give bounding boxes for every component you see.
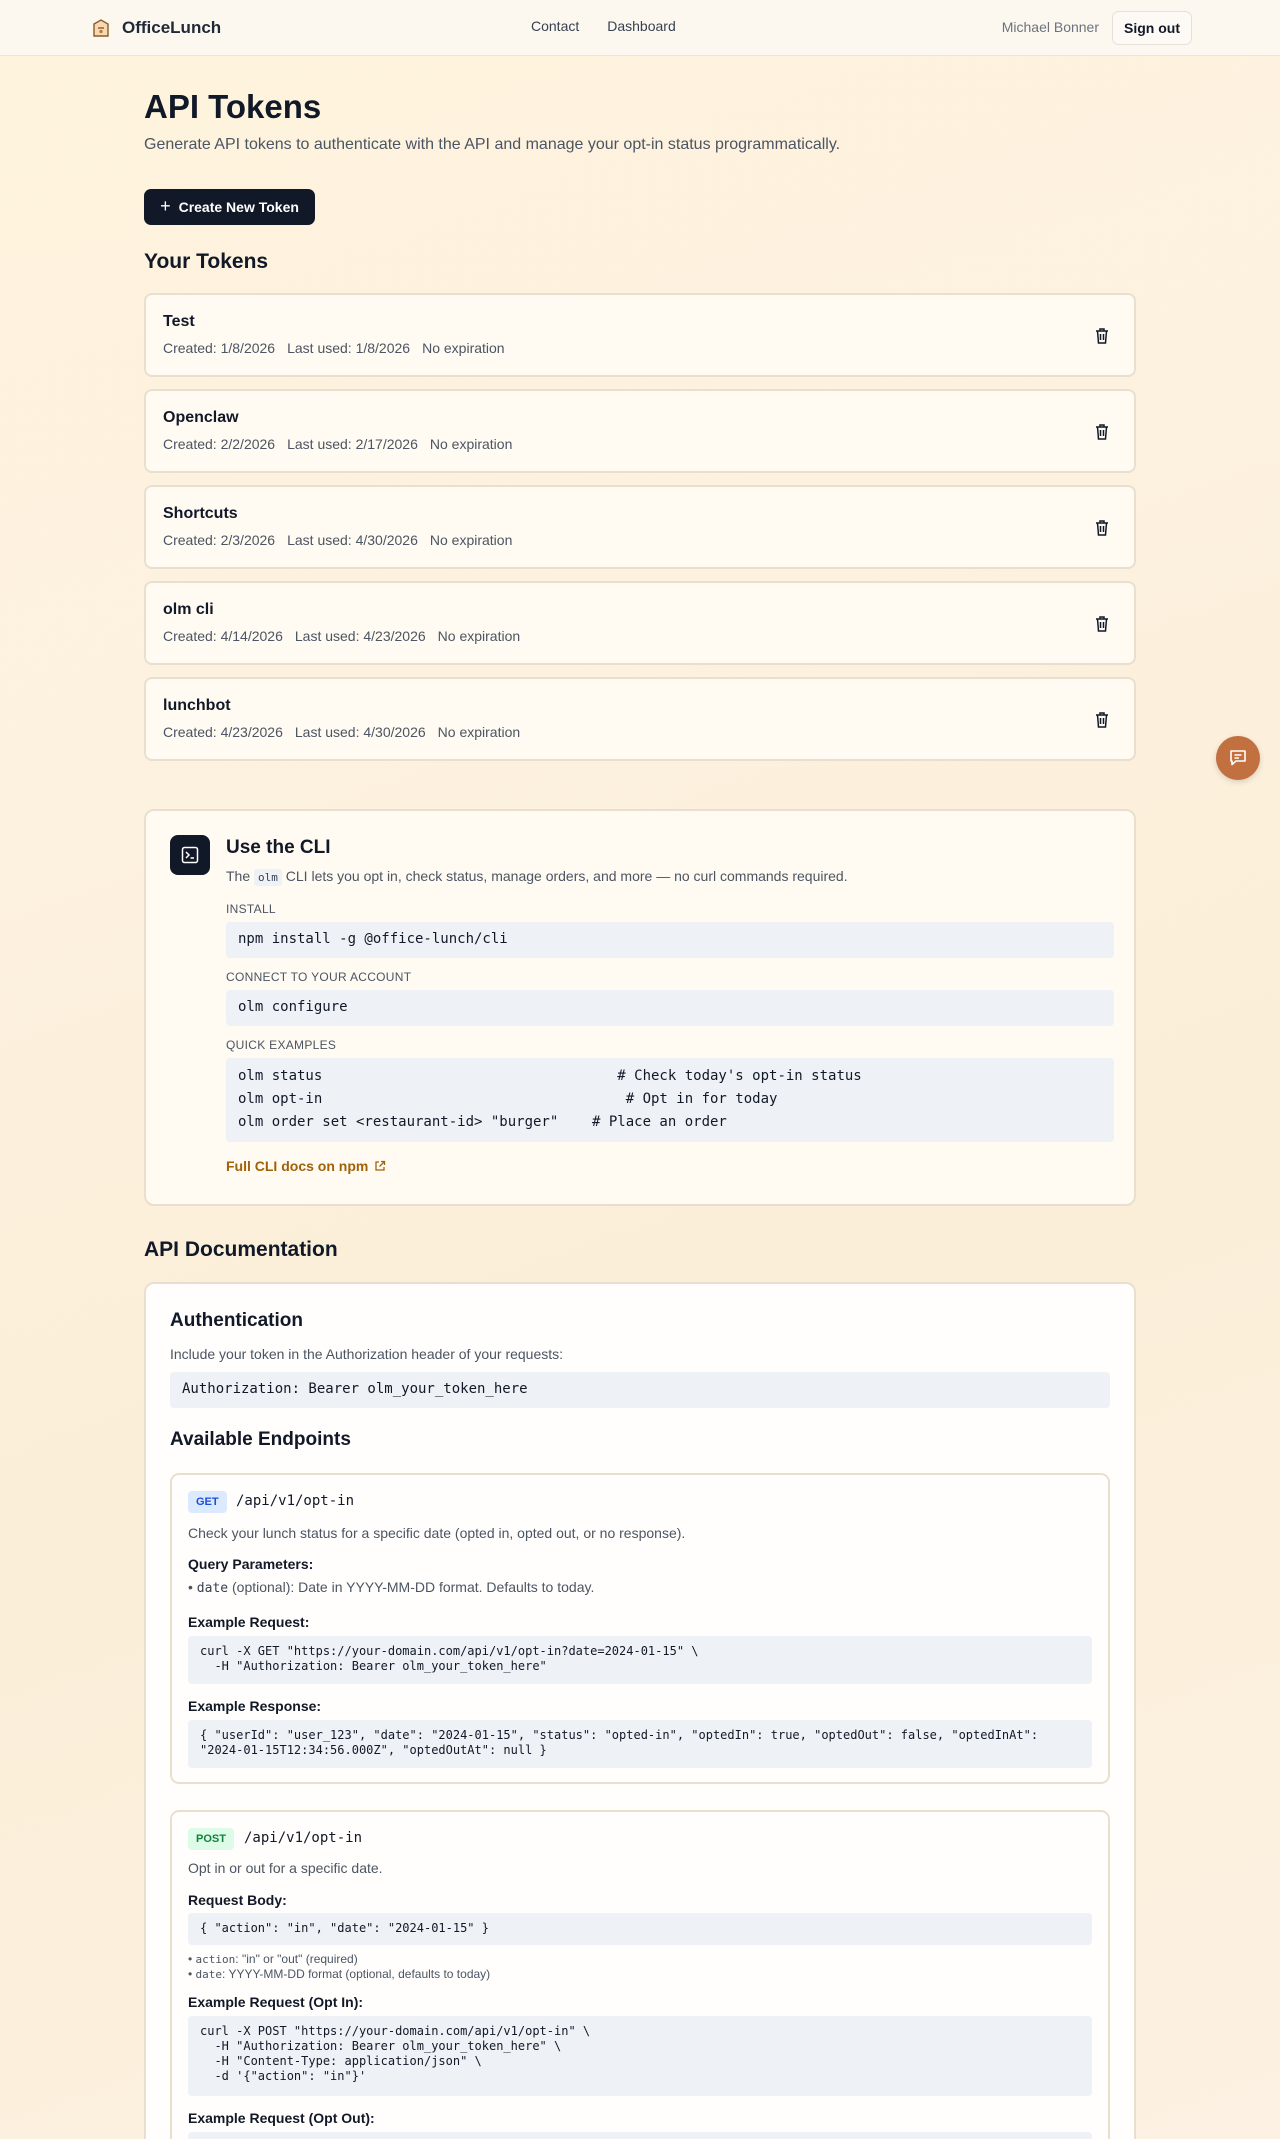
- request-body-note: • date: YYYY-MM-DD format (optional, defaults to today): [188, 1967, 491, 1981]
- tokens-heading: Your Tokens: [144, 250, 269, 273]
- cli-desc-code: olm: [254, 869, 282, 886]
- auth-description: Include your token in the Authorization header of your requests:: [170, 1346, 564, 1362]
- token-meta: [163, 340, 505, 356]
- cli-description: [226, 868, 848, 884]
- token-created: Created: 2/2/2026: [163, 436, 276, 452]
- cli-desc-prefix: The: [226, 868, 251, 884]
- connect-label: CONNECT TO YOUR ACCOUNT: [226, 970, 412, 984]
- page-title: API Tokens: [144, 88, 322, 125]
- token-last-used: Last used: 4/30/2026: [287, 532, 418, 548]
- endpoint-path: /api/v1/opt-in: [236, 1493, 355, 1509]
- cli-desc-suffix: CLI lets you opt in, check status, manage orders, and more — no curl commands required.: [285, 868, 848, 884]
- npm-docs-label: Full CLI docs on npm: [226, 1158, 369, 1174]
- token-list: [144, 293, 1136, 773]
- brand[interactable]: [90, 16, 221, 40]
- token-expiration: No expiration: [437, 628, 521, 644]
- endpoints-title: Available Endpoints: [170, 1429, 351, 1450]
- lunch-bag-icon: [90, 17, 112, 39]
- token-name: Openclaw: [163, 409, 239, 426]
- examples-label: QUICK EXAMPLES: [226, 1038, 337, 1052]
- brand-name: OfficeLunch: [122, 18, 222, 37]
- trash-icon[interactable]: [1094, 711, 1110, 729]
- token-created: Created: 2/3/2026: [163, 532, 276, 548]
- endpoint-get-opt-in: [170, 1473, 1110, 1784]
- token-created: Created: 4/23/2026: [163, 724, 283, 740]
- token-card: [144, 581, 1136, 665]
- token-card: [144, 293, 1136, 377]
- trash-icon[interactable]: [1094, 519, 1110, 537]
- query-params-title: Query Parameters:: [188, 1556, 314, 1572]
- token-name: Test: [163, 313, 195, 330]
- top-navigation-bar: [0, 0, 1280, 56]
- token-expiration: No expiration: [422, 340, 505, 356]
- token-created: Created: 1/8/2026: [163, 340, 276, 356]
- token-name: olm cli: [163, 601, 214, 618]
- connect-command: olm configure: [226, 990, 1114, 1026]
- note-text: : YYYY-MM-DD format (optional, defaults to today): [222, 1967, 491, 1981]
- token-card: [144, 677, 1136, 761]
- terminal-icon: [181, 846, 199, 864]
- example-response-title: Example Response:: [188, 1698, 322, 1714]
- token-meta: [163, 532, 512, 548]
- param-desc: (optional): Date in YYYY-MM-DD format. Defaults to today.: [232, 1579, 595, 1595]
- param-key: date: [196, 1581, 229, 1596]
- token-card: [144, 485, 1136, 569]
- endpoint-path: /api/v1/opt-in: [244, 1830, 363, 1846]
- example-request-code: curl -X GET "https://your-domain.com/api/v1/opt-in?date=2024-01-15" \ -H "Authorization: Bearer olm_your_token_here": [188, 1636, 1092, 1684]
- token-last-used: Last used: 1/8/2026: [287, 340, 411, 356]
- trash-icon[interactable]: [1094, 615, 1110, 633]
- token-card: [144, 389, 1136, 473]
- token-expiration: No expiration: [429, 532, 513, 548]
- token-meta: [163, 436, 512, 452]
- nav-dashboard[interactable]: Dashboard: [607, 18, 676, 34]
- chat-icon: [1228, 748, 1248, 768]
- install-label: INSTALL: [226, 902, 276, 916]
- create-token-label: Create New Token: [178, 199, 299, 215]
- examples-code: olm status # Check today's opt-in status olm opt-in # Opt in for today olm order set <restaurant-id> "burger" # Place an order: [226, 1058, 1114, 1142]
- trash-icon[interactable]: [1094, 423, 1110, 441]
- note-key: action: [195, 1953, 236, 1966]
- example-request-out-title: Example Request (Opt Out):: [188, 2110, 375, 2126]
- note-key: date: [195, 1968, 223, 1981]
- cli-title: Use the CLI: [226, 837, 331, 858]
- terminal-icon-box: [170, 835, 210, 875]
- chat-button[interactable]: [1216, 736, 1260, 780]
- token-name: Shortcuts: [163, 505, 238, 522]
- cli-card: [144, 809, 1136, 1206]
- example-request-out-code: [188, 2132, 1092, 2139]
- note-text: : "in" or "out" (required): [235, 1952, 358, 1966]
- install-command: npm install -g @office-lunch/cli: [226, 922, 1114, 958]
- example-response-code: { "userId": "user_123", "date": "2024-01-15", "status": "opted-in", "optedIn": true, "optedOut": false, "optedInAt": "2024-01-15T12:34:56.000Z", "optedOutAt": null }: [188, 1720, 1092, 1768]
- create-token-button[interactable]: [144, 189, 315, 225]
- endpoint-description: Check your lunch status for a specific date (opted in, opted out, or no response).: [188, 1525, 686, 1541]
- npm-docs-link[interactable]: [226, 1158, 386, 1174]
- example-request-in-title: Example Request (Opt In):: [188, 1994, 364, 2010]
- nav-contact[interactable]: Contact: [531, 18, 580, 34]
- sign-out-button[interactable]: Sign out: [1112, 11, 1192, 45]
- auth-title: Authentication: [170, 1310, 303, 1331]
- token-meta: [163, 628, 520, 644]
- token-last-used: Last used: 4/23/2026: [294, 628, 426, 644]
- auth-code: Authorization: Bearer olm_your_token_here: [170, 1372, 1110, 1408]
- page-subtitle: Generate API tokens to authenticate with the API and manage your opt-in status programmatically.: [144, 136, 841, 153]
- token-last-used: Last used: 2/17/2026: [287, 436, 418, 452]
- api-docs-heading: API Documentation: [144, 1238, 338, 1261]
- example-request-in-code: curl -X POST "https://your-domain.com/api/v1/opt-in" \ -H "Authorization: Bearer olm_your_token_here" \ -H "Content-Type: application/json" \ -d '{"action": "in"}': [188, 2016, 1092, 2096]
- query-param-item: • date (optional): Date in YYYY-MM-DD format. Defaults to today.: [188, 1579, 595, 1596]
- request-body-title: Request Body:: [188, 1892, 287, 1908]
- method-badge-get: GET: [188, 1491, 227, 1513]
- token-name: lunchbot: [163, 697, 231, 714]
- endpoint-description: Opt in or out for a specific date.: [188, 1860, 383, 1876]
- token-expiration: No expiration: [429, 436, 513, 452]
- method-badge-post: POST: [188, 1828, 234, 1850]
- user-name: Michael Bonner: [1001, 19, 1099, 35]
- token-meta: [163, 724, 520, 740]
- trash-icon[interactable]: [1094, 327, 1110, 345]
- external-link-icon: [374, 1160, 386, 1172]
- example-request-title: Example Request:: [188, 1614, 310, 1630]
- endpoint-post-opt-in: [170, 1810, 1110, 2139]
- plus-icon: +: [160, 196, 171, 216]
- request-body-code: { "action": "in", "date": "2024-01-15" }: [188, 1913, 1092, 1945]
- token-expiration: No expiration: [437, 724, 521, 740]
- token-last-used: Last used: 4/30/2026: [294, 724, 426, 740]
- token-created: Created: 4/14/2026: [163, 628, 283, 644]
- api-docs-card: [144, 1282, 1136, 2139]
- request-body-note: • action: "in" or "out" (required): [188, 1952, 358, 1966]
- main-nav: [531, 18, 676, 34]
